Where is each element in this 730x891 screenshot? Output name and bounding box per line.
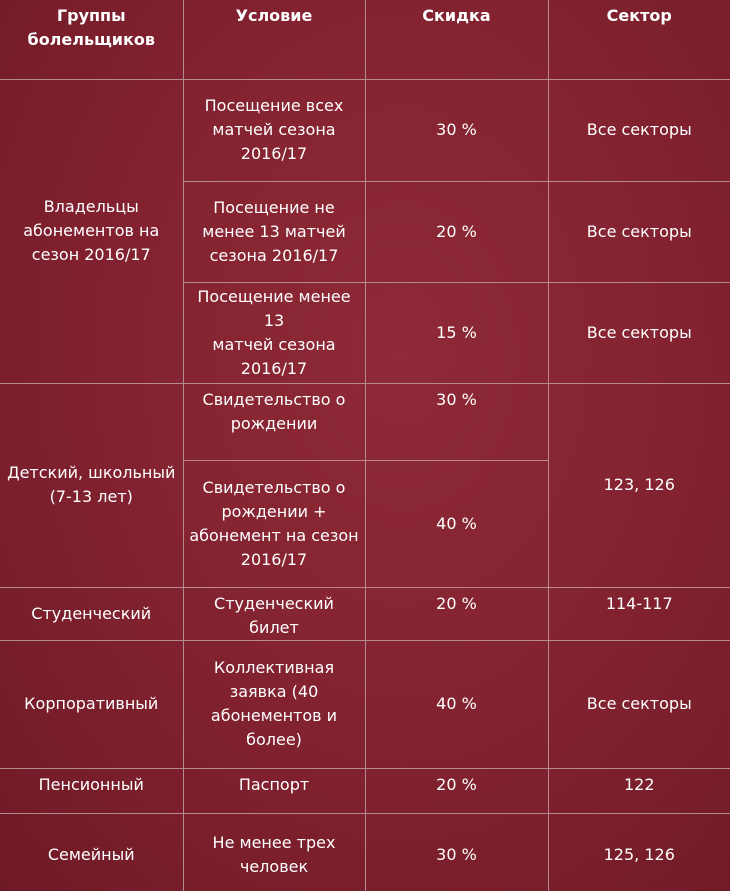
table-row: [0, 640, 730, 768]
table-row: [0, 813, 730, 891]
sector-cell: 123, 126: [548, 383, 730, 587]
group-kids: Детский, школьный (7-13 лет): [0, 383, 183, 587]
condition-cell: Паспорт: [183, 768, 365, 813]
table-row: [0, 383, 730, 460]
group-student: Студенческий: [0, 587, 183, 640]
sector-cell: Все секторы: [548, 282, 730, 383]
sector-cell: 114-117: [548, 587, 730, 640]
table-row: [0, 587, 730, 640]
discount-cell: 40 %: [365, 640, 548, 768]
sector-cell: 125, 126: [548, 813, 730, 891]
header-sector: Сектор: [548, 0, 730, 79]
group-family: Семейный: [0, 813, 183, 891]
discount-cell: 40 %: [365, 460, 548, 587]
condition-cell: Посещение не менее 13 матчей сезона 2016/17: [183, 181, 365, 282]
condition-cell: Посещение менее 13 матчей сезона 2016/17: [183, 282, 365, 383]
discount-cell: 20 %: [365, 768, 548, 813]
table-row: [0, 768, 730, 813]
header-group: Группы болельщиков: [0, 0, 183, 79]
condition-cell: Не менее трех человек: [183, 813, 365, 891]
discount-cell: 15 %: [365, 282, 548, 383]
sector-cell: 122: [548, 768, 730, 813]
group-season-holders: Владельцы абонементов на сезон 2016/17: [0, 79, 183, 383]
table-row: [0, 79, 730, 181]
header-condition: Условие: [183, 0, 365, 79]
discount-cell: 30 %: [365, 813, 548, 891]
condition-cell: Посещение всех матчей сезона 2016/17: [183, 79, 365, 181]
condition-cell: Коллективная заявка (40 абонементов и более): [183, 640, 365, 768]
header-discount: Скидка: [365, 0, 548, 79]
discount-cell: 30 %: [365, 79, 548, 181]
sector-cell: Все секторы: [548, 79, 730, 181]
discount-cell: 30 %: [365, 383, 548, 460]
header-row: [0, 0, 730, 79]
condition-cell: Студенческий билет: [183, 587, 365, 640]
condition-cell: Свидетельство о рождении: [183, 383, 365, 460]
condition-cell: Свидетельство о рождении + абонемент на сезон 2016/17: [183, 460, 365, 587]
sector-cell: Все секторы: [548, 640, 730, 768]
discount-cell: 20 %: [365, 587, 548, 640]
sector-cell: Все секторы: [548, 181, 730, 282]
group-corporate: Корпоративный: [0, 640, 183, 768]
discount-cell: 20 %: [365, 181, 548, 282]
group-pension: Пенсионный: [0, 768, 183, 813]
